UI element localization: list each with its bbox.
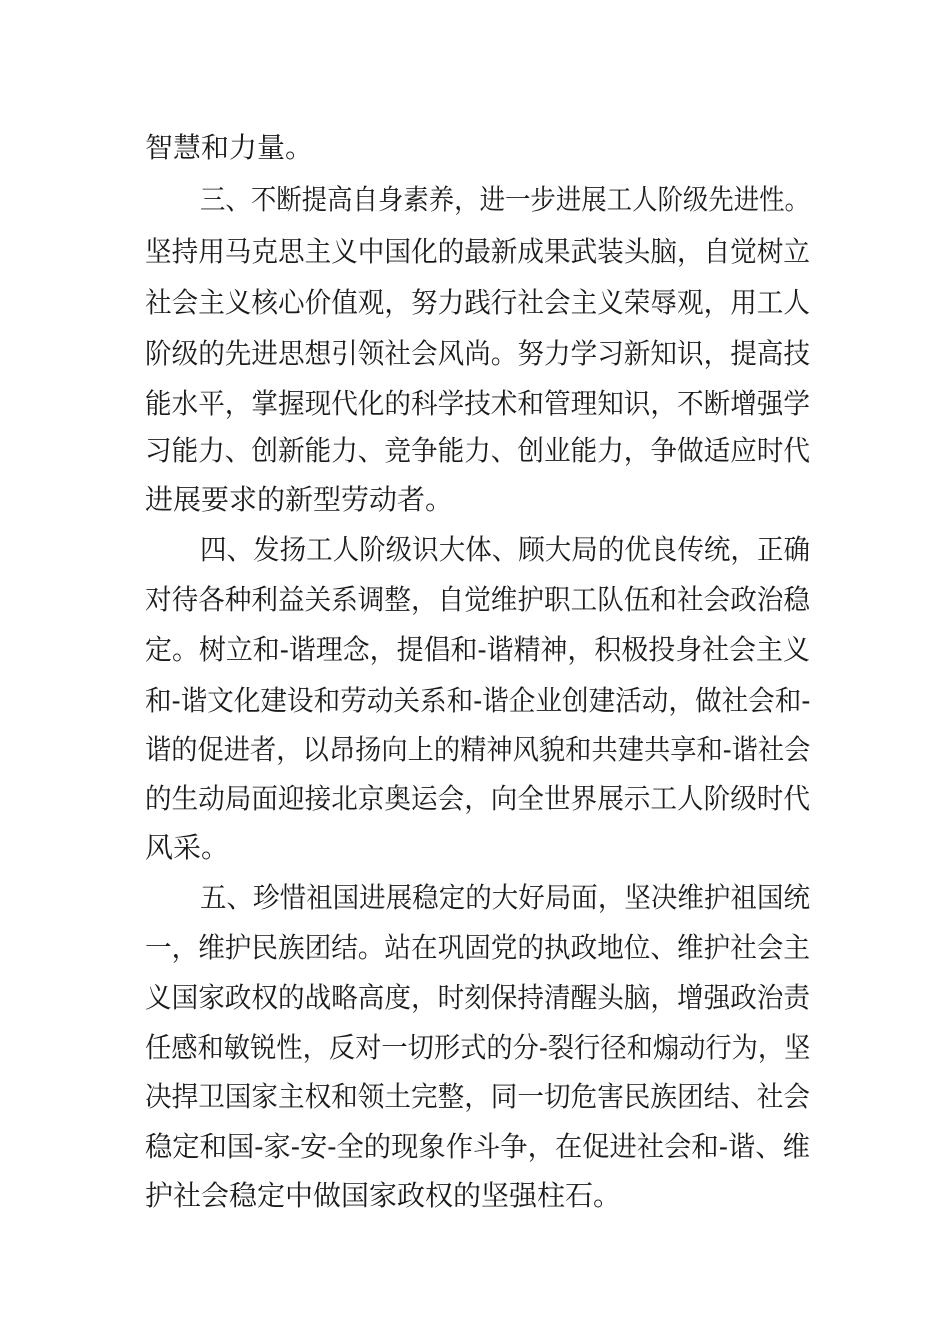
text-line: 风采。 [145, 831, 230, 864]
text-line: 进展要求的新型劳动者。 [145, 483, 454, 516]
text-line: 和-谐文化建设和劳动关系和-谐企业创建活动，做社会和- [145, 684, 811, 717]
text-line: 稳定和国-家-安-全的现象作斗争，在促进社会和-谐、维 [145, 1130, 810, 1163]
text-line: 一，维护民族团结。站在巩固党的执政地位、维护社会主 [145, 931, 811, 964]
text-line: 智慧和力量。 [145, 131, 314, 164]
text-line: 习能力、创新能力、竞争能力、创业能力，争做适应时代 [145, 434, 811, 467]
text-line: 任感和敏锐性，反对一切形式的分-裂行径和煽动行为，坚 [145, 1031, 811, 1064]
text-line: 的生动局面迎接北京奥运会，向全世界展示工人阶级时代 [145, 782, 811, 815]
text-line: 义国家政权的战略高度，时刻保持清醒头脑，增强政治责 [145, 981, 811, 1014]
paragraph-heading: 四、发扬工人阶级识大体、顾大局的优良传统，正确 [200, 533, 811, 566]
paragraph-heading: 三、不断提高自身素养，进一步进展工人阶级先进性。 [200, 183, 810, 216]
paragraph-heading: 五、珍惜祖国进展稳定的大好局面，坚决维护祖国统 [200, 881, 811, 914]
text-line: 护社会稳定中做国家政权的坚强柱石。 [145, 1179, 622, 1212]
text-line: 谐的促进者，以昂扬向上的精神风貌和共建共享和-谐社会 [145, 733, 811, 766]
text-line: 阶级的先进思想引领社会风尚。努力学习新知识，提高技 [145, 337, 811, 370]
text-line: 决捍卫国家主权和领土完整，同一切危害民族团结、社会 [145, 1080, 811, 1113]
text-line: 能水平，掌握现代化的科学技术和管理知识，不断增强学 [145, 387, 811, 420]
text-line: 社会主义核心价值观，努力践行社会主义荣辱观，用工人 [145, 286, 811, 319]
text-line: 对待各种利益关系调整，自觉维护职工队伍和社会政治稳 [145, 583, 811, 616]
text-line: 坚持用马克思主义中国化的最新成果武装头脑，自觉树立 [145, 235, 811, 268]
text-line: 定。树立和-谐理念，提倡和-谐精神，积极投身社会主义 [145, 633, 810, 666]
